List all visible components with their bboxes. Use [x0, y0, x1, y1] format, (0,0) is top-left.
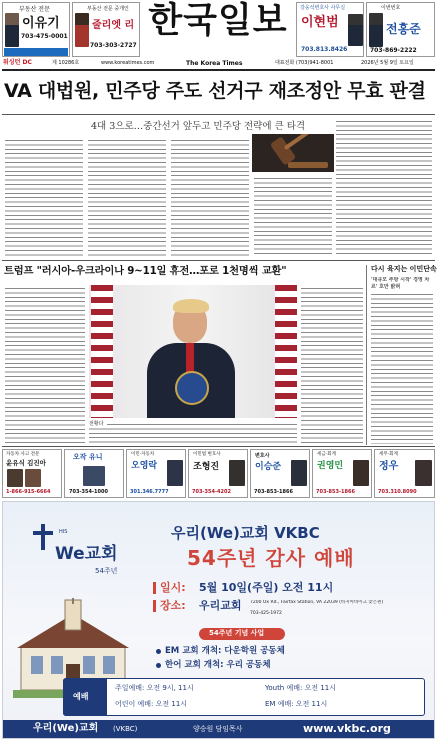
- lead-subhead: 4대 3으로…중간선거 앞두고 민주당 전략에 큰 타격: [91, 121, 306, 132]
- ad-tag: 자동차 사고 전문: [6, 452, 40, 457]
- ad-phone: 301.346.7777: [130, 489, 169, 495]
- ad-name: 이승준: [255, 462, 282, 472]
- agent-photo: [5, 13, 19, 47]
- tower-cross: [72, 598, 74, 604]
- date-bar: [153, 582, 156, 594]
- lawyer-name: 전홍준: [386, 22, 421, 36]
- place-address: 7200 Ox Rd., Fairfax Station, VA 22039 (바지아바이크 맞은편): [250, 600, 384, 605]
- ad-photo: [167, 460, 183, 486]
- church-ad[interactable]: [2, 501, 435, 739]
- flag-right: [275, 285, 297, 418]
- church-logo: [15, 524, 137, 582]
- window-3: [83, 656, 95, 674]
- ad-tag: 이민·자동차: [131, 452, 155, 457]
- cross-icon: [41, 524, 45, 550]
- ad-phone: 703-354-4202: [192, 489, 231, 495]
- agent-photo: [75, 13, 89, 47]
- trump-article-right: [301, 286, 363, 444]
- footer-pastor: 양승원 담임목사: [193, 725, 243, 733]
- agent-name: 줄리엣 리: [92, 20, 135, 31]
- side-subhead: '대규모 추방 시작' 경영 차르' 호만 밝혀: [371, 277, 430, 290]
- podium-seal-icon: [175, 371, 209, 405]
- window-2: [51, 656, 63, 674]
- event-item-1: EM 교회 개척: 다운학원 공동체: [165, 646, 285, 656]
- ad-tag: 강웅석변호사 사무실: [300, 5, 346, 11]
- trump-article-left: [5, 286, 85, 444]
- masthead-rule: [2, 69, 435, 71]
- gavel-photo: [252, 134, 334, 172]
- event-bullet-2: [156, 663, 161, 668]
- lead-rule: [2, 114, 435, 115]
- lead-article-col-2: [88, 138, 166, 256]
- service-label: 예배: [73, 692, 89, 701]
- lawyer-photo: [348, 14, 363, 46]
- ad-band: [4, 48, 68, 56]
- lawyer-name: 이현범: [301, 15, 339, 30]
- ad-photo-2: [25, 469, 41, 487]
- logo-cross-label: HIS: [59, 529, 68, 535]
- lawyer-phone: 703-869-2222: [370, 47, 417, 54]
- trump-photo: [89, 285, 297, 418]
- mid-ad-4[interactable]: [188, 449, 248, 498]
- place-bar: [153, 600, 156, 612]
- trump-photo-caption-start: 전황다: [89, 422, 107, 427]
- lead-article-col-5: [336, 119, 432, 256]
- window-1: [31, 656, 43, 674]
- mid-ad-3[interactable]: [126, 449, 186, 498]
- agent-name: 이유기: [22, 16, 60, 31]
- ad-tag: 부동산 전문: [19, 6, 50, 13]
- event-item-2: 한어 교회 개척: 우리 공동체: [165, 660, 271, 670]
- service-4: EM 예배: 오전 11시: [265, 700, 328, 708]
- lawyer-photo: [369, 13, 383, 47]
- masthead-phone: 대표전화 (703)941-8001: [275, 60, 334, 66]
- trump-headline[interactable]: 트럼프 "러시아-우크라이나 9~11일 휴전…포로 1천명씩 교환": [4, 265, 287, 277]
- ad-phone: 703-354-1000: [69, 489, 108, 495]
- ad-tag: 이번번호: [381, 5, 401, 11]
- lead-article-col-3: [171, 138, 249, 256]
- masthead-subtitle: The Korea Times: [186, 60, 243, 67]
- mid-ad-2[interactable]: [64, 449, 124, 498]
- event-title: 54주년 기념 사업: [209, 629, 265, 637]
- place-phone: 703-425-1972: [250, 611, 282, 616]
- ad-photo: [291, 460, 307, 486]
- section-rule-2: [2, 446, 435, 447]
- event-bullet-1: [156, 649, 161, 654]
- ad-photo: [229, 460, 245, 486]
- ad-phone: 703-853-1866: [316, 489, 355, 495]
- section-rule-1: [2, 260, 435, 261]
- side-headline[interactable]: 다시 육지는 이민단속: [371, 265, 437, 273]
- ad-tag: 부동산 전문 중개인: [87, 6, 129, 12]
- building-tower: [65, 600, 81, 630]
- ad-phone: 703-853-1866: [254, 489, 293, 495]
- logo-name: We교회: [55, 544, 118, 564]
- ad-tag: 이민법 변호사: [193, 452, 221, 457]
- trump-hair: [173, 299, 209, 313]
- masthead-title: 한국일보: [148, 1, 288, 41]
- service-3: 어린이 예배: 오전 11시: [115, 700, 188, 708]
- ad-tag: 오작 유니: [73, 453, 103, 461]
- ad-name: 권영민: [317, 461, 344, 471]
- cross-bar: [33, 531, 53, 535]
- agent-phone: 703-475-0001: [21, 33, 68, 40]
- ad-name: 정우: [379, 461, 399, 472]
- church-big-title: 54주년 감사 예배: [187, 546, 355, 570]
- top-ad-lawyer-1[interactable]: [296, 2, 364, 57]
- footer-tag: (VKBC): [113, 725, 138, 733]
- logo-sub: 54주년: [95, 567, 118, 575]
- trump-photo-caption: [89, 422, 297, 444]
- church-title: 우리(We)교회 VKBC: [171, 524, 320, 542]
- window-4: [103, 656, 115, 674]
- ad-photo: [83, 466, 105, 486]
- place-label: 장소:: [160, 599, 186, 612]
- place-value: 우리교회: [199, 599, 242, 612]
- agent-phone: 703-303-2727: [90, 42, 137, 49]
- column-rule: [366, 265, 367, 445]
- masthead-issue: 제 10286호: [52, 60, 80, 66]
- ad-name: 오영락: [131, 461, 158, 471]
- top-ad-lawyer-2[interactable]: [366, 2, 435, 57]
- lead-headline[interactable]: VA 대법원, 민주당 주도 선거구 재조정안 무효 판결: [4, 80, 426, 102]
- lead-article-col-1: [5, 138, 83, 256]
- mid-ad-1[interactable]: [2, 449, 62, 498]
- footer-name: 우리(We)교회: [33, 723, 99, 734]
- ad-phone: 703.310.8090: [378, 489, 417, 495]
- top-ad-realtor-2[interactable]: [72, 2, 140, 57]
- top-ad-realtor-1[interactable]: [2, 2, 70, 57]
- ad-tag: 세무·회계: [379, 452, 398, 457]
- masthead-url[interactable]: www.koreatimes.com: [101, 60, 155, 66]
- ad-name: 조형진: [193, 462, 220, 472]
- ad-photo: [353, 460, 369, 486]
- lead-article-col-4: [254, 176, 332, 256]
- mid-ad-6[interactable]: [312, 449, 372, 498]
- ad-photo: [415, 460, 432, 486]
- lawyer-phone: 703.813.8426: [301, 46, 348, 53]
- date-label: 일시:: [160, 581, 186, 594]
- ad-tag: 변호사: [255, 453, 270, 459]
- ad-phone: 1-866-915-6664: [6, 489, 51, 495]
- flag-left: [91, 285, 113, 418]
- ad-tag: 세금·회계: [317, 452, 336, 457]
- service-1: 주일예배: 오전 9시, 11시: [115, 684, 194, 692]
- masthead-brand: 워싱턴 DC: [3, 59, 32, 66]
- mid-ad-7[interactable]: [374, 449, 435, 498]
- masthead-date: 2026년 5월 9일 토요일: [361, 60, 414, 66]
- gavel-block: [288, 162, 328, 168]
- service-2: Youth 예배: 오전 11시: [265, 684, 336, 692]
- side-article: [371, 292, 433, 444]
- ad-name: 윤유식 김진아: [6, 459, 46, 467]
- date-value: 5월 10일(주일) 오전 11시: [199, 581, 334, 594]
- mid-ad-5[interactable]: [250, 449, 310, 498]
- footer-url[interactable]: www.vkbc.org: [303, 722, 391, 735]
- ad-photo-1: [7, 469, 23, 487]
